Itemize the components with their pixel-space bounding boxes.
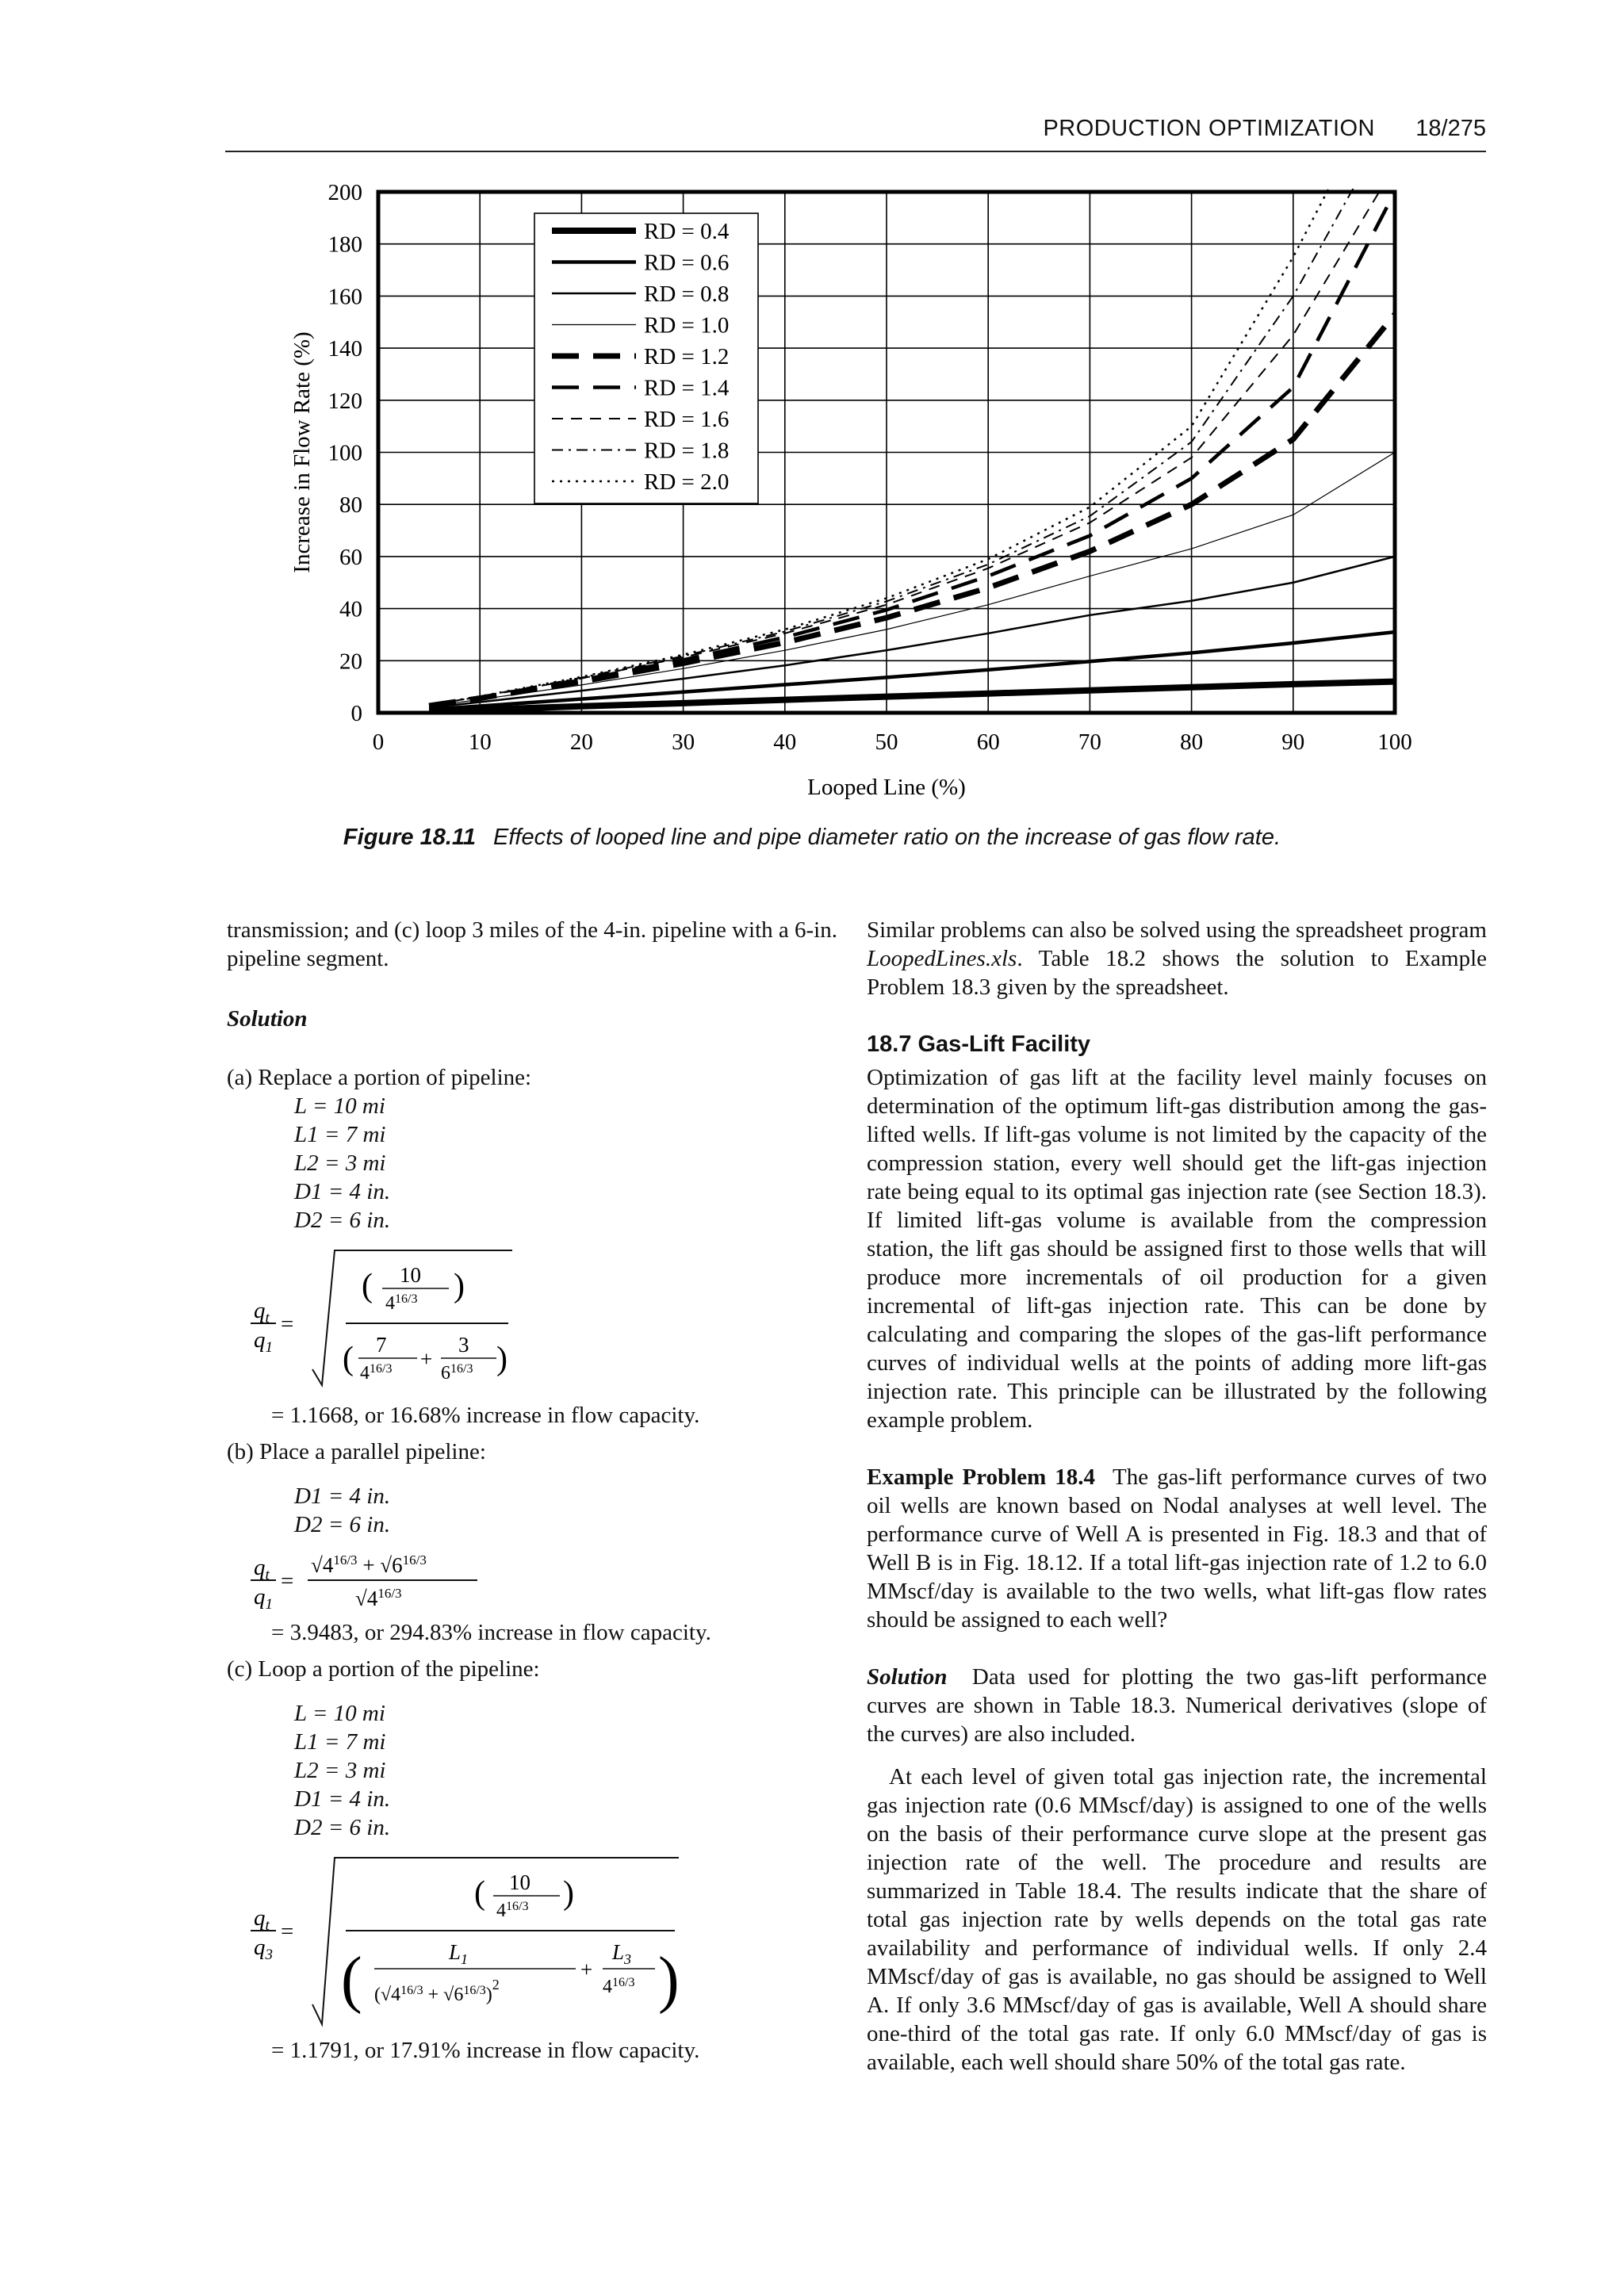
legend-label: RD = 2.0 [644,469,730,495]
x-tick-label: 50 [875,729,898,755]
svg-text:10: 10 [509,1870,530,1894]
svg-text:): ) [658,1945,680,2015]
svg-text:416/3: $4^{16/3}$ [603,1976,635,1997]
left-column [227,916,837,2065]
svg-text:=: = [281,1311,294,1337]
part-a-result: = 1.1668, or 16.68% increase in flow capacity. [271,1403,700,1428]
svg-text:416/3: $4^{16/3}$ [385,1292,418,1314]
svg-text:+: + [420,1347,433,1371]
part-c-heading: (c) Loop a portion of the pipeline: [227,1656,540,1682]
figure-caption [0,825,1624,851]
page-number: 18/275 [1415,116,1486,141]
svg-text:q3: $q_3$ [254,1935,273,1963]
given-item: D1 = 4 in. [294,1786,391,1812]
running-section-title: PRODUCTION OPTIMIZATION [1043,116,1375,141]
svg-text:(√416/3 + √616/3)2: $(√4^{16/3} + √6^{16/3})^2$ [374,1977,500,2005]
y-tick-label: 40 [339,596,362,622]
given-item: L = 10 mi [294,1701,385,1726]
y-tick-label: 120 [327,388,362,414]
y-tick-label: 140 [327,336,362,362]
y-tick-label: 0 [350,701,362,726]
intro-paragraph: transmission; and (c) loop 3 miles of the 4-in. pipeline with a 6-in. pipeline segment. [227,917,837,971]
y-tick-label: 20 [339,649,362,675]
legend-label: RD = 1.4 [644,375,730,401]
svg-text:√416/3: $√4^{16/3}$ [355,1586,402,1610]
part-c-givens [294,1699,837,1842]
svg-text:qt: $q_t$ [254,1905,270,1934]
svg-text:(: ( [343,1341,354,1377]
legend-label: RD = 0.6 [644,250,730,276]
svg-text:10: 10 [400,1263,421,1287]
svg-text:616/3: $6^{16/3}$ [441,1362,473,1384]
svg-text:qt: $q_t$ [254,1555,270,1583]
x-tick-label: 20 [569,729,593,755]
x-tick-label: 80 [1180,729,1204,755]
filename: LoopedLines.xls [867,946,1017,971]
svg-text:+: + [580,1958,593,1981]
x-tick-label: 100 [1377,729,1412,755]
svg-text:qt: $q_t$ [254,1298,270,1326]
paragraph-text: . Table 18.2 shows the solution to Example Problem 18.3 given by the spreadsheet. [867,946,1487,1000]
svg-text:): ) [563,1875,574,1912]
part-b-result: = 3.9483, or 294.83% increase in flow capacity. [271,1620,711,1645]
grid [378,192,1395,713]
svg-text:(: ( [341,1945,362,2015]
svg-text:(: ( [362,1268,373,1304]
given-item: L2 = 3 mi [294,1150,386,1176]
page-header [225,111,1486,152]
legend-label: RD = 0.4 [644,219,730,244]
x-tick-label: 40 [773,729,797,755]
svg-text:q1: $q_1$ [254,1584,273,1613]
given-item: D2 = 6 in. [294,1815,391,1840]
svg-text:q1: $q_1$ [254,1327,273,1356]
legend [534,213,758,503]
y-axis-label: Increase in Flow Rate (%) [289,331,315,573]
part-b-heading: (b) Place a parallel pipeline: [227,1439,486,1464]
given-item: L2 = 3 mi [294,1758,386,1783]
svg-text:√416/3 + √616/3: $√4^{16/3} + √6^{16/3}$ [311,1552,427,1577]
example-problem [867,1463,1487,1634]
x-tick-label: 70 [1078,729,1101,755]
svg-text:7: 7 [376,1333,387,1357]
equation-c [227,1842,837,2036]
svg-text:): ) [496,1341,508,1377]
x-tick-label: 30 [672,729,695,755]
y-tick-label: 100 [327,440,362,466]
y-tick-label: 60 [339,544,362,570]
equation-a [227,1235,837,1401]
x-tick-label: 90 [1281,729,1305,755]
svg-text:=: = [281,1568,294,1594]
part-b-givens [294,1482,837,1539]
x-axis-label: Looped Line (%) [807,775,966,800]
paragraph-spreadsheet [867,916,1487,1001]
given-item: D1 = 4 in. [294,1483,391,1509]
x-tick-label: 60 [976,729,1000,755]
x-tick-label: 0 [372,729,385,755]
solution-label: Solution [867,1664,948,1690]
flow-rate-chart [278,170,1427,805]
given-item: L = 10 mi [294,1093,385,1119]
svg-text:L3: $L_3$ [612,1940,632,1967]
section-heading: 18.7 Gas-Lift Facility [867,1032,1091,1057]
solution-text: Data used for plotting the two gas-lift performance curves are shown in Table 18.3. Numerical derivatives (slope of the curves) are also included. [867,1664,1487,1747]
paragraph-text: Similar problems can also be solved using the spreadsheet program [867,917,1487,943]
x-tick-label: 10 [468,729,492,755]
solution-paragraph [867,1663,1487,1748]
svg-text:): ) [454,1268,465,1304]
part-c-result: = 1.1791, or 17.91% increase in flow capacity. [271,2038,700,2063]
svg-text:416/3: $4^{16/3}$ [360,1362,393,1384]
y-tick-label: 200 [327,180,362,205]
legend-label: RD = 1.2 [644,344,730,369]
y-tick-label: 180 [327,232,362,258]
given-item: D2 = 6 in. [294,1208,391,1233]
right-column [867,916,1487,2077]
given-item: D2 = 6 in. [294,1512,391,1537]
tick-labels [328,180,1412,755]
given-item: L1 = 7 mi [294,1122,386,1147]
legend-label: RD = 1.8 [644,438,730,464]
figure-label: Figure 18.11 [343,825,477,850]
equation-b [227,1539,837,1618]
svg-text:3: 3 [458,1333,469,1357]
example-label: Example Problem 18.4 [867,1464,1096,1490]
given-item: L1 = 7 mi [294,1729,386,1755]
figure-caption-text: Effects of looped line and pipe diameter ratio on the increase of gas flow rate. [493,825,1281,850]
legend-label: RD = 1.0 [644,312,730,339]
paragraph-gas-lift: Optimization of gas lift at the facility level mainly focuses on determination of the optimum lift-gas distribution among the gas-lifted wells. If lift-gas volume is not limited by the capacity of the compression station, every well should get the lift-gas injection rate being equal to its optimal gas injection rate (see Section 18.3). If limited lift-gas volume is available from the compression station, the lift gas should be assigned first to those wells that will produce more incrementals of oil production for a given incremental of lift-gas injection rate. This can be done by calculating and comparing the slopes of the gas-lift performance curves of individual wells at the points of adding more lift-gas injection rate. This principle can be illustrated by the following example problem. [867,1065,1487,1433]
svg-text:416/3: $4^{16/3}$ [496,1900,529,1921]
paragraph-results: At each level of given total gas injection rate, the incremental gas injection rate (0.6 MMscf/day) is assigned to one of the wells on the basis of their performance curve slope at the present gas injection rate of the well. The procedure and results are summarized in Table 18.4. The results indicate that the share of total gas injection rate by wells depends on the total gas rate availability and performance of individual wells. If only 2.4 MMscf/day of gas is available, no gas should be assigned to Well A. If only 3.6 MMscf/day of gas is available, Well A should share one-third of the total gas rate. If only 6.0 MMscf/day of gas is available, each well should share 50% of the total gas rate. [867,1764,1487,2075]
legend-label: RD = 1.6 [644,407,730,432]
solution-heading: Solution [227,1006,308,1032]
svg-text:L1: $L_1$ [449,1940,469,1967]
y-tick-label: 160 [327,284,362,310]
example-text: The gas-lift performance curves of two oil wells are known based on Nodal analyses at well level. The performance curve of Well A is presented in Fig. 18.3 and that of Well B is in Fig. 18.12. If a total lift-gas injection rate of 1.2 to 6.0 MMscf/day is available to the two wells, what lift-gas flow rates should be assigned to each well? [867,1464,1487,1633]
y-tick-label: 80 [339,492,362,519]
legend-label: RD = 0.8 [644,281,730,307]
part-a-givens [294,1092,837,1235]
svg-text:(: ( [474,1875,485,1912]
svg-text:=: = [281,1919,294,1944]
given-item: D1 = 4 in. [294,1179,391,1204]
part-a-heading: (a) Replace a portion of pipeline: [227,1065,532,1090]
